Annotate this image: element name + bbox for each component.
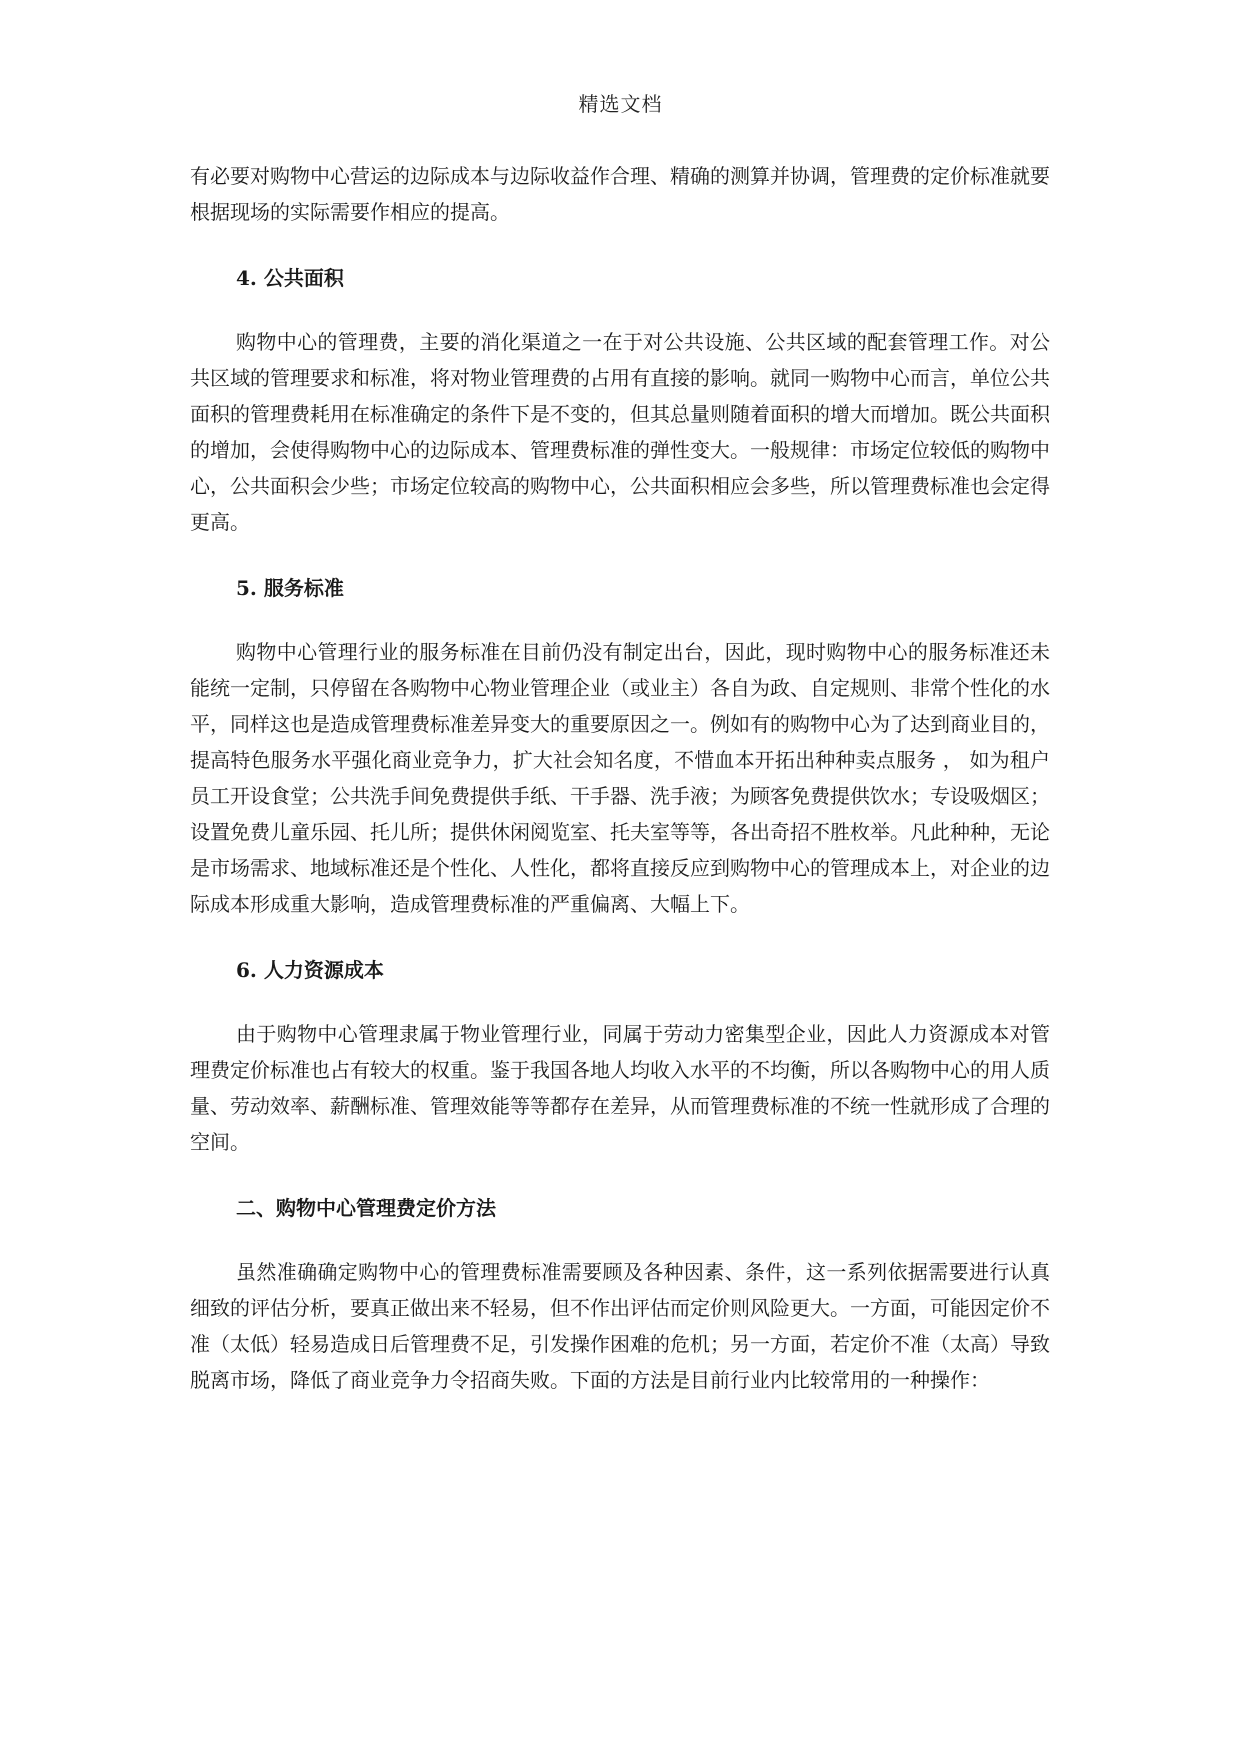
paragraph-continued: 有必要对购物中心营运的边际成本与边际收益作合理、精确的测算并协调，管理费的定价标准就要根据现场的实际需要作相应的提高。 xyxy=(190,164,1050,224)
paragraph-human-resources: 由于购物中心管理隶属于物业管理行业，同属于劳动力密集型企业，因此人力资源成本对管理费定价标准也占有较大的权重。鉴于我国各地人均收入水平的不均衡，所以各购物中心的用人质量、劳动效率、薪酬标准、管理效能等等都存在差异，从而管理费标准的不统一性就形成了合理的空间。 xyxy=(190,1022,1050,1154)
paragraph-service-standard: 购物中心管理行业的服务标准在目前仍没有制定出台，因此，现时购物中心的服务标准还未能统一定制，只停留在各购物中心物业管理企业（或业主）各自为政、自定规则、非常个性化的水平，同样这也是造成管理费标准差异变大的重要原因之一。例如有的购物中心为了达到商业目的，提高特色服务水平强化商业竞争力，扩大社会知名度，不惜血本开拓出种种卖点服务 ， 如为租户员工开设食堂；公共洗手间免费提供手纸、干手器、洗手液；为顾客免费提供饮水；专设吸烟区；设置免费儿童乐园、托儿所；提供休闲阅览室、托夫室等等，各出奇招不胜枚举。凡此种种，无论是市场需求、地域标准还是个性化、人性化，都将直接反应到购物中心的管理成本上，对企业的边际成本形成重大影响，造成管理费标准的严重偏离、大幅上下。 xyxy=(190,640,1050,916)
paragraph-pricing-method: 虽然准确确定购物中心的管理费标准需要顾及各种因素、条件，这一系列依据需要进行认真细致的评估分析，要真正做出来不轻易，但不作出评估而定价则风险更大。一方面，可能因定价不准（太低）轻易造成日后管理费不足，引发操作困难的危机；另一方面，若定价不准（太高）导致脱离市场，降低了商业竞争力令招商失败。下面的方法是目前行业内比较常用的一种操作： xyxy=(190,1260,1050,1392)
paragraph-public-area: 购物中心的管理费，主要的消化渠道之一在于对公共设施、公共区域的配套管理工作。对公共区域的管理要求和标准，将对物业管理费的占用有直接的影响。就同一购物中心而言，单位公共面积的管理费耗用在标准确定的条件下是不变的，但其总量则随着面积的增大而增加。既公共面积的增加，会使得购物中心的边际成本、管理费标准的弹性变大。一般规律：市场定位较低的购物中心，公共面积会少些；市场定位较高的购物中心，公共面积相应会多些，所以管理费标准也会定得更高。 xyxy=(190,330,1050,534)
page-header: 精选文档 xyxy=(578,92,663,116)
section-heading-service-standard: 5. 服务标准 xyxy=(236,576,344,600)
section-heading-public-area: 4. 公共面积 xyxy=(236,266,344,290)
document-body xyxy=(190,158,1050,1398)
section-heading-human-resources: 6. 人力资源成本 xyxy=(236,958,384,982)
section-heading-pricing-method: 二、购物中心管理费定价方法 xyxy=(236,1196,496,1220)
